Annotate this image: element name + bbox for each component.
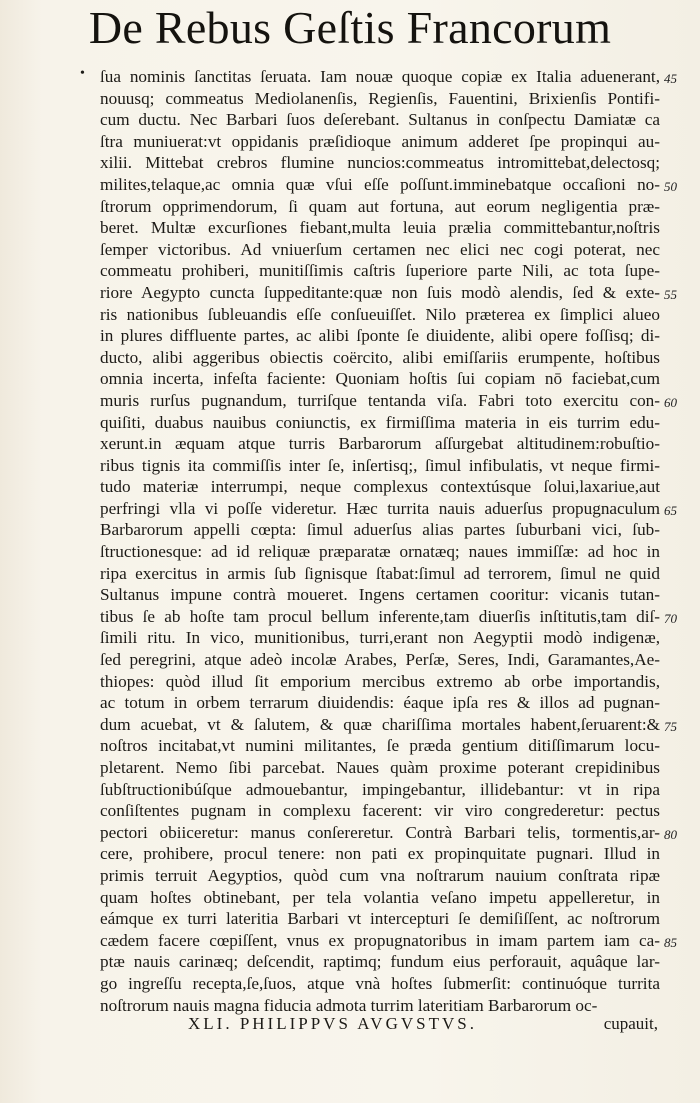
line-text: cere, prohibere, procul tenere: non pati ex propinquitate pugnari. Illud in bbox=[100, 844, 660, 864]
line-text: cum ductu. Nec Barbari ſuos deſerebant. Sultanus in conſpectu Damiatæ ca bbox=[100, 110, 660, 130]
line-text: tudo materiæ interrumpi, neque complexus contextúsque ſolui,laxariue,aut bbox=[100, 477, 660, 497]
line-text: ris nationibus ſubleuandis eſſe conſueuiſſet. Nilo præterea ex ſimplici alueo bbox=[100, 304, 660, 324]
paragraph-mark: • bbox=[80, 66, 85, 81]
text-line bbox=[100, 800, 660, 822]
line-text: cædem facere cœpiſſent, vnus ex propugnatoribus in imam partem iam ca- bbox=[100, 930, 660, 950]
text-line bbox=[100, 196, 660, 218]
text-line bbox=[100, 541, 660, 563]
line-text: quiſiti, duabus nauibus coniunctis, ex firmiſſima materia in eis turrim edu- bbox=[100, 412, 660, 432]
line-text: perfringi vlla vi poſſe videretur. Hæc turrita nauis aduerſus propugnaculum bbox=[100, 498, 660, 518]
line-number: 45 bbox=[664, 71, 677, 86]
text-line bbox=[100, 973, 660, 995]
running-head: De Rebus Geſtis Francorum bbox=[88, 2, 612, 53]
line-text: ribus tignis ita commiſſis inter ſe, inſertisq;, ſimul infibulatis, vt neque firmi- bbox=[100, 455, 660, 475]
line-text: noſtrorum nauis magna fiducia admota turrim lateritiam Barbarorum oc- bbox=[100, 995, 598, 1015]
text-line bbox=[100, 757, 660, 779]
line-text: ſtra muniuerat:vt oppidanis præſidioque animum adderet ſpe propinqui au- bbox=[100, 131, 660, 151]
line-text: quam hoſtes obtinebant, per tela volantia veſano impetu appelleretur, in bbox=[100, 887, 660, 907]
line-text: milites,telaque,ac omnia quæ vſui eſſe poſſunt.imminebatque occaſioni no- bbox=[100, 174, 660, 194]
line-text: muris rurſus pugnandum, turriſque tentanda viſa. Fabri toto exercitu con- bbox=[100, 390, 660, 410]
line-text: ſemper victoribus. Ad vniuerſum certamen nec elici nec cogi poterat, nec bbox=[100, 239, 660, 259]
line-text: beret. Multæ excurſiones fiebant,multa leuia prælia committebantur,noſtris bbox=[100, 218, 660, 238]
line-text: xerunt.in æquam atque turris Barbarorum aſſurgebat altitudinem:robuſtio- bbox=[100, 434, 660, 454]
text-line bbox=[100, 304, 660, 326]
text-line bbox=[100, 239, 660, 261]
text-line bbox=[100, 584, 660, 606]
line-number: 85 bbox=[664, 934, 677, 950]
text-line bbox=[100, 412, 660, 434]
line-text: thiopes: quòd illud ſit emporium mercibus extremo ab orbe importandis, bbox=[100, 671, 660, 691]
line-text: primis terruit Aegyptios, quòd cum vna noſtrarum nauium conſtrata ripæ bbox=[100, 865, 660, 885]
text-line bbox=[100, 671, 660, 693]
line-text: ripa exercitus in armis ſub ſignisque ſtabat:ſimul ad terrorem, ſimul ne quid bbox=[100, 563, 660, 583]
text-line bbox=[100, 66, 677, 88]
line-text: ſimili ritu. In vico, munitionibus, turri,erant non Aegyptii modò indigenæ, bbox=[100, 628, 660, 648]
text-line bbox=[100, 606, 677, 628]
line-text: eámque ex turri lateritia Barbari vt intercepturi ſe demiſiſſent, ac noſtrorum bbox=[100, 909, 660, 929]
body-text bbox=[80, 66, 677, 1016]
text-line bbox=[100, 735, 660, 757]
line-text: commeatu prohiberi, munitiſſimis caſtris ſuperiore parte Nili, ac tota ſupe- bbox=[100, 261, 660, 281]
text-line bbox=[100, 152, 660, 174]
line-text: conſiſtentes pugnam in complexu facerent: vir viro congrederetur: pectus bbox=[100, 801, 660, 821]
line-text: ac totum in orbem terrarum diuidendis: éaque ipſa res & illos ad pugnan- bbox=[100, 693, 660, 713]
line-text: pectori obiiceretur: manus conſereretur. Contrà Barbari telis, tormentis,ar- bbox=[100, 822, 660, 842]
line-number: 65 bbox=[664, 502, 677, 518]
text-line bbox=[100, 131, 660, 153]
line-number: 80 bbox=[664, 826, 677, 842]
signature-mark: XLI. PHILIPPVS AVGVSTVS. bbox=[188, 1014, 477, 1033]
text-line bbox=[100, 217, 660, 239]
line-text: dum acuebat, vt & ſalutem, & quæ chariſſima mortales habent,ſeruarent:& bbox=[100, 714, 660, 734]
text-line bbox=[100, 390, 677, 412]
line-number: 75 bbox=[664, 718, 677, 734]
line-text: ducto, alibi aggeribus obiectis coërcito, alibi emiſſariis erumpente, hoſtibus bbox=[100, 347, 660, 367]
text-line bbox=[100, 282, 677, 304]
text-line bbox=[100, 455, 660, 477]
text-line bbox=[100, 843, 660, 865]
line-text: riore Aegypto cuncta ſuppeditante:quæ non ſuis modò alendis, ſed & exte- bbox=[100, 282, 660, 302]
page-footer bbox=[188, 1013, 658, 1035]
text-line bbox=[100, 519, 660, 541]
line-text: ſtructionesque: ad id reliquæ præparatæ ornatæq; naues immiſſæ: ad hoc in bbox=[100, 542, 660, 562]
line-text: ſtrorum opprimendorum, ſi quam aut fortuna, aut eorum negligentia præ- bbox=[100, 196, 660, 216]
line-number: 70 bbox=[664, 610, 677, 626]
text-line bbox=[100, 498, 677, 520]
line-text: Sultanus impune contrà moueret. Ingens certamen cooritur: vicanis tutan- bbox=[100, 585, 660, 605]
line-text: tibus ſe ab hoſte tam procul bellum inferente,tam diuerſis inſtitutis,tam diſ- bbox=[100, 606, 660, 626]
text-line bbox=[100, 627, 660, 649]
text-line bbox=[100, 822, 677, 844]
text-line bbox=[100, 325, 660, 347]
line-text: go ingreſſu recepta,ſe,ſuos, atque vnà hoſtes ſubmerſit: continuóque turrita bbox=[100, 973, 660, 993]
text-line bbox=[100, 649, 660, 671]
line-text: Barbarorum appelli cœpta: ſimul aduerſus alias partes ſuburbani vici, ſub- bbox=[100, 520, 660, 540]
text-line bbox=[100, 347, 660, 369]
catchword: cupauit, bbox=[603, 1014, 658, 1033]
text-line bbox=[100, 692, 660, 714]
text-line bbox=[100, 563, 660, 585]
line-text: pletarent. Nemo ſibi parcebat. Naues quàm proxime poterant crepidinibus bbox=[100, 758, 660, 777]
text-line bbox=[100, 908, 660, 930]
text-line bbox=[100, 174, 677, 196]
text-line bbox=[100, 109, 660, 131]
text-line bbox=[100, 951, 660, 973]
text-line bbox=[100, 476, 660, 498]
line-text: ſubſtructionibúſque admouebantur, impingebantur, illidebantur: vt in ripa bbox=[100, 779, 660, 799]
line-text: ſua nominis ſanctitas ſeruata. Iam nouæ quoque copiæ ex Italia aduenerant, bbox=[100, 67, 660, 86]
line-text: ſed peregrini, atque adeò incolæ Arabes, Perſæ, Seres, Indi, Garamantes,Ae- bbox=[100, 650, 660, 670]
text-line bbox=[100, 433, 660, 455]
text-line bbox=[100, 260, 660, 282]
line-number: 55 bbox=[664, 286, 677, 302]
text-line bbox=[100, 88, 660, 110]
text-line bbox=[100, 930, 677, 952]
text-line bbox=[100, 714, 677, 736]
line-text: xilii. Mittebat crebros flumine nuncios:commeatus intromittebat,delectosq; bbox=[100, 153, 660, 173]
text-line bbox=[100, 779, 660, 801]
text-line bbox=[100, 887, 660, 909]
text-line bbox=[100, 368, 660, 390]
line-text: nouusq; commeatus Mediolanenſis, Regienſis, Fauentini, Brixienſis Pontifi- bbox=[100, 88, 660, 108]
text-line bbox=[100, 865, 660, 887]
line-number: 60 bbox=[664, 394, 677, 410]
line-text: in plures diffluente partes, ac alibi ſponte ſe diuidente, alibi opere foſſisq; di- bbox=[100, 326, 660, 346]
line-text: noſtros incitabat,vt numini militantes, ſe præda gentium ditiſſimarum locu- bbox=[100, 736, 660, 756]
line-text: omnia incerta, infeſta faciente: Quoniam hoſtis ſui copiam nō faciebat,cum bbox=[100, 369, 660, 389]
line-text: ptæ nauis carinæq; deſcendit, raptimq; fundum eius perforauit, aquâque lar- bbox=[100, 952, 660, 972]
line-number: 50 bbox=[664, 178, 677, 194]
